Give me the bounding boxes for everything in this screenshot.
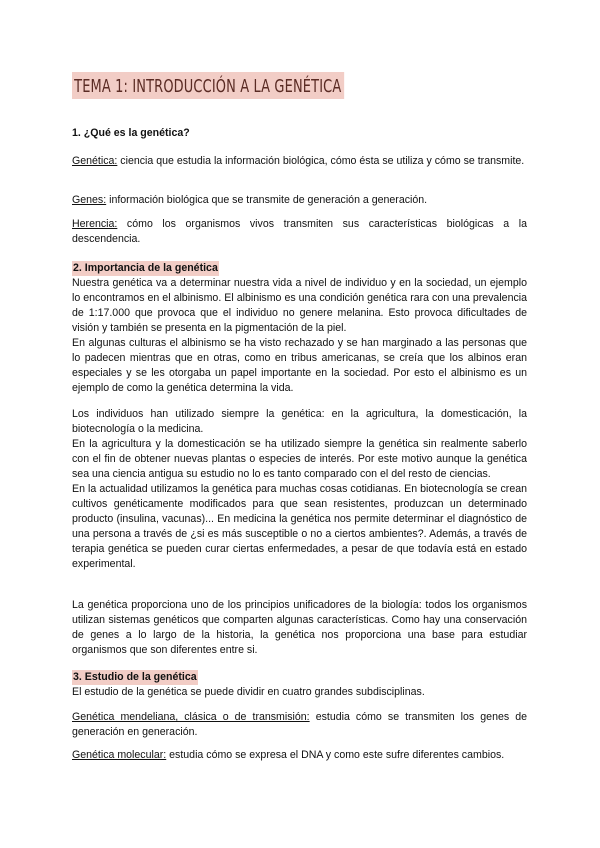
- section-2-heading-text: 2. Importancia de la genética: [73, 262, 218, 274]
- paragraph: En algunas culturas el albinismo se ha visto rechazado y se han marginado a las personas que lo padecen mientras que en otras, como en tribus americanas, se creía que los albinos eran especiales y se les otorgaba un papel importante en la sociedad. Por esto el albinismo es un ejemplo de como la genética determina la vida.: [72, 337, 527, 394]
- document-title: TEMA 1: INTRODUCCIÓN A LA GENÉTICA: [72, 72, 344, 99]
- section-2-heading: [72, 261, 527, 276]
- section-2-body-b: [72, 407, 527, 572]
- section-1-heading-text: 1. ¿Qué es la genética?: [72, 127, 190, 139]
- def-mendeliana: estudia cómo se transmiten los genes de generación en generación.: [72, 711, 527, 738]
- paragraph: En la agricultura y la domesticación se ha utilizado siempre la genética sin realmente saberlo con el fin de obtener nuevas plantas o especies de interés. Por este motivo aunque la genética sea una ciencia antigua su estudio no lo es tanto comparado con el del resto de ciencias.: [72, 438, 527, 480]
- term-genetica: Genética:: [72, 155, 118, 167]
- definition-genetica: [72, 154, 527, 169]
- section-3-heading-text: 3. Estudio de la genética: [73, 671, 197, 683]
- section-3-intro: [72, 685, 527, 700]
- definition-herencia: [72, 217, 527, 247]
- paragraph: Nuestra genética va a determinar nuestra vida a nivel de individuo y en la sociedad, un ejemplo lo encontramos en el albinismo. El albinismo es una condición genética rara con una prevalencia de 1:17.000 que provoca que el individuo no genere melanina. Esto provoca dificultades de visión y también se presenta en la pigmentación de la piel.: [72, 277, 527, 334]
- section-3-heading: [72, 670, 527, 685]
- definition-genes: [72, 193, 527, 208]
- section-2-body-c: [72, 598, 527, 658]
- term-mendeliana: Genética mendeliana, clásica o de transmisión:: [72, 711, 310, 723]
- def-genes: información biológica que se transmite de generación a generación.: [106, 194, 428, 206]
- def-genetica: ciencia que estudia la información biológica, cómo ésta se utiliza y cómo se transmite.: [117, 155, 525, 167]
- term-genes: Genes:: [72, 194, 107, 206]
- section-2-body-a: [72, 276, 527, 396]
- def-molecular: estudia cómo se expresa el DNA y como este sufre diferentes cambios.: [166, 749, 505, 761]
- paragraph: La genética proporciona uno de los principios unificadores de la biología: todos los organismos utilizan sistemas genéticos que comparten algunas características. Como hay una conservación de genes a lo largo de la historia, la genética nos proporciona una base para estudiar organismos que son diferentes entre si.: [72, 599, 527, 656]
- def-herencia: cómo los organismos vivos transmiten sus características biológicas a la descendencia.: [72, 218, 527, 245]
- paragraph: En la actualidad utilizamos la genética para muchas cosas cotidianas. En biotecnología se crean cultivos genéticamente modificados para que sean resistentes, produzcan un determinado producto (insulina, vacunas)... En medicina la genética nos permite determinar el diagnóstico de una persona a través de ¿si es más susceptible o no a ciertos ambientes?. Además, a través de terapia genética se pueden curar ciertas enfermedades, a pesar de que todavía está en estado experimental.: [72, 483, 527, 570]
- term-molecular: Genética molecular:: [72, 749, 167, 761]
- definition-mendeliana: [72, 710, 527, 740]
- term-herencia: Herencia:: [72, 218, 118, 230]
- definition-molecular: [72, 748, 527, 763]
- section-1-heading: [72, 126, 527, 141]
- paragraph: Los individuos han utilizado siempre la genética: en la agricultura, la domesticación, la biotecnología o la medicina.: [72, 408, 527, 435]
- paragraph: El estudio de la genética se puede dividir en cuatro grandes subdisciplinas.: [72, 686, 425, 698]
